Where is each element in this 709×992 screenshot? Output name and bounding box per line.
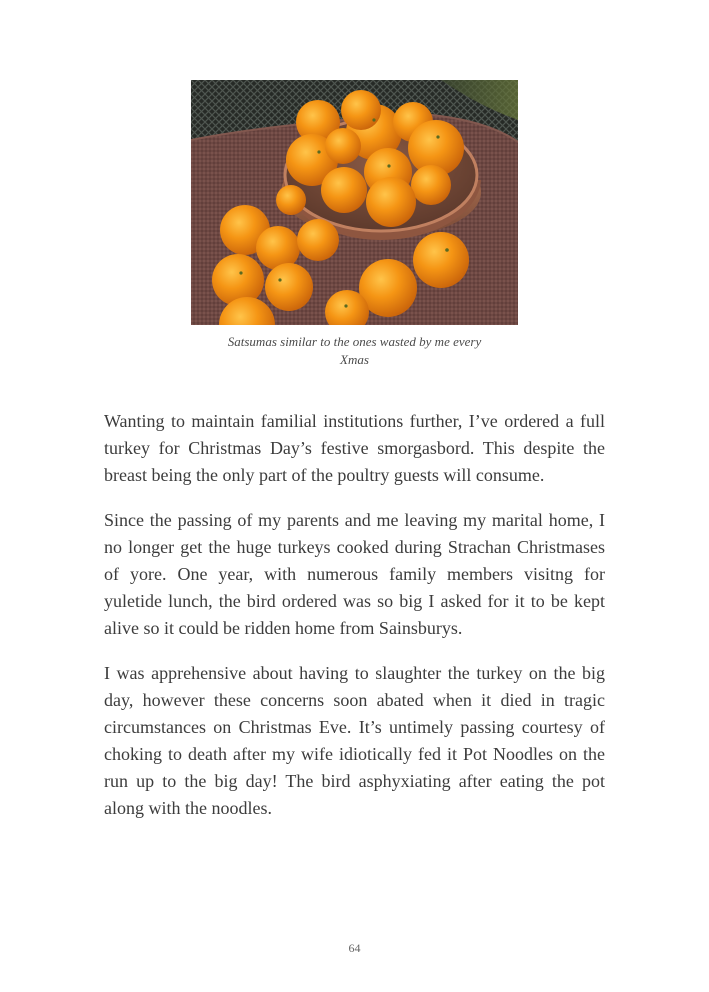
caption-line-2: Xmas [340,352,369,367]
page-number: 64 [348,941,361,955]
body-text [104,408,605,840]
paragraph-3: I was apprehensive about having to slaughter the turkey on the big day, however these concerns soon abated when it died in tragic circumstances on Christmas Eve. It’s untimely passing courtesy of choking to death after my wife idiotically fed it Pot Noodles on the run up to the big day! The bird asphyxiating after eating the pot along with the noodles. [104,663,605,818]
paragraph-2: Since the passing of my parents and me leaving my marital home, I no longer get the huge turkeys cooked during Strachan Christmases of yore. One year, with numerous family members visitng for yuletide lunch, the bird ordered was so big I asked for it to be kept alive so it could be ridden home from Sainsburys. [104,510,605,638]
caption-line-1: Satsumas similar to the ones wasted by me every [227,334,482,349]
satsumas-photo [191,80,518,325]
photo-caption [191,333,518,369]
paragraph-1: Wanting to maintain familial institutions further, I’ve ordered a full turkey for Christmas Day’s festive smorgasbord. This despite the breast being the only part of the poultry guests will consume. [104,411,605,485]
